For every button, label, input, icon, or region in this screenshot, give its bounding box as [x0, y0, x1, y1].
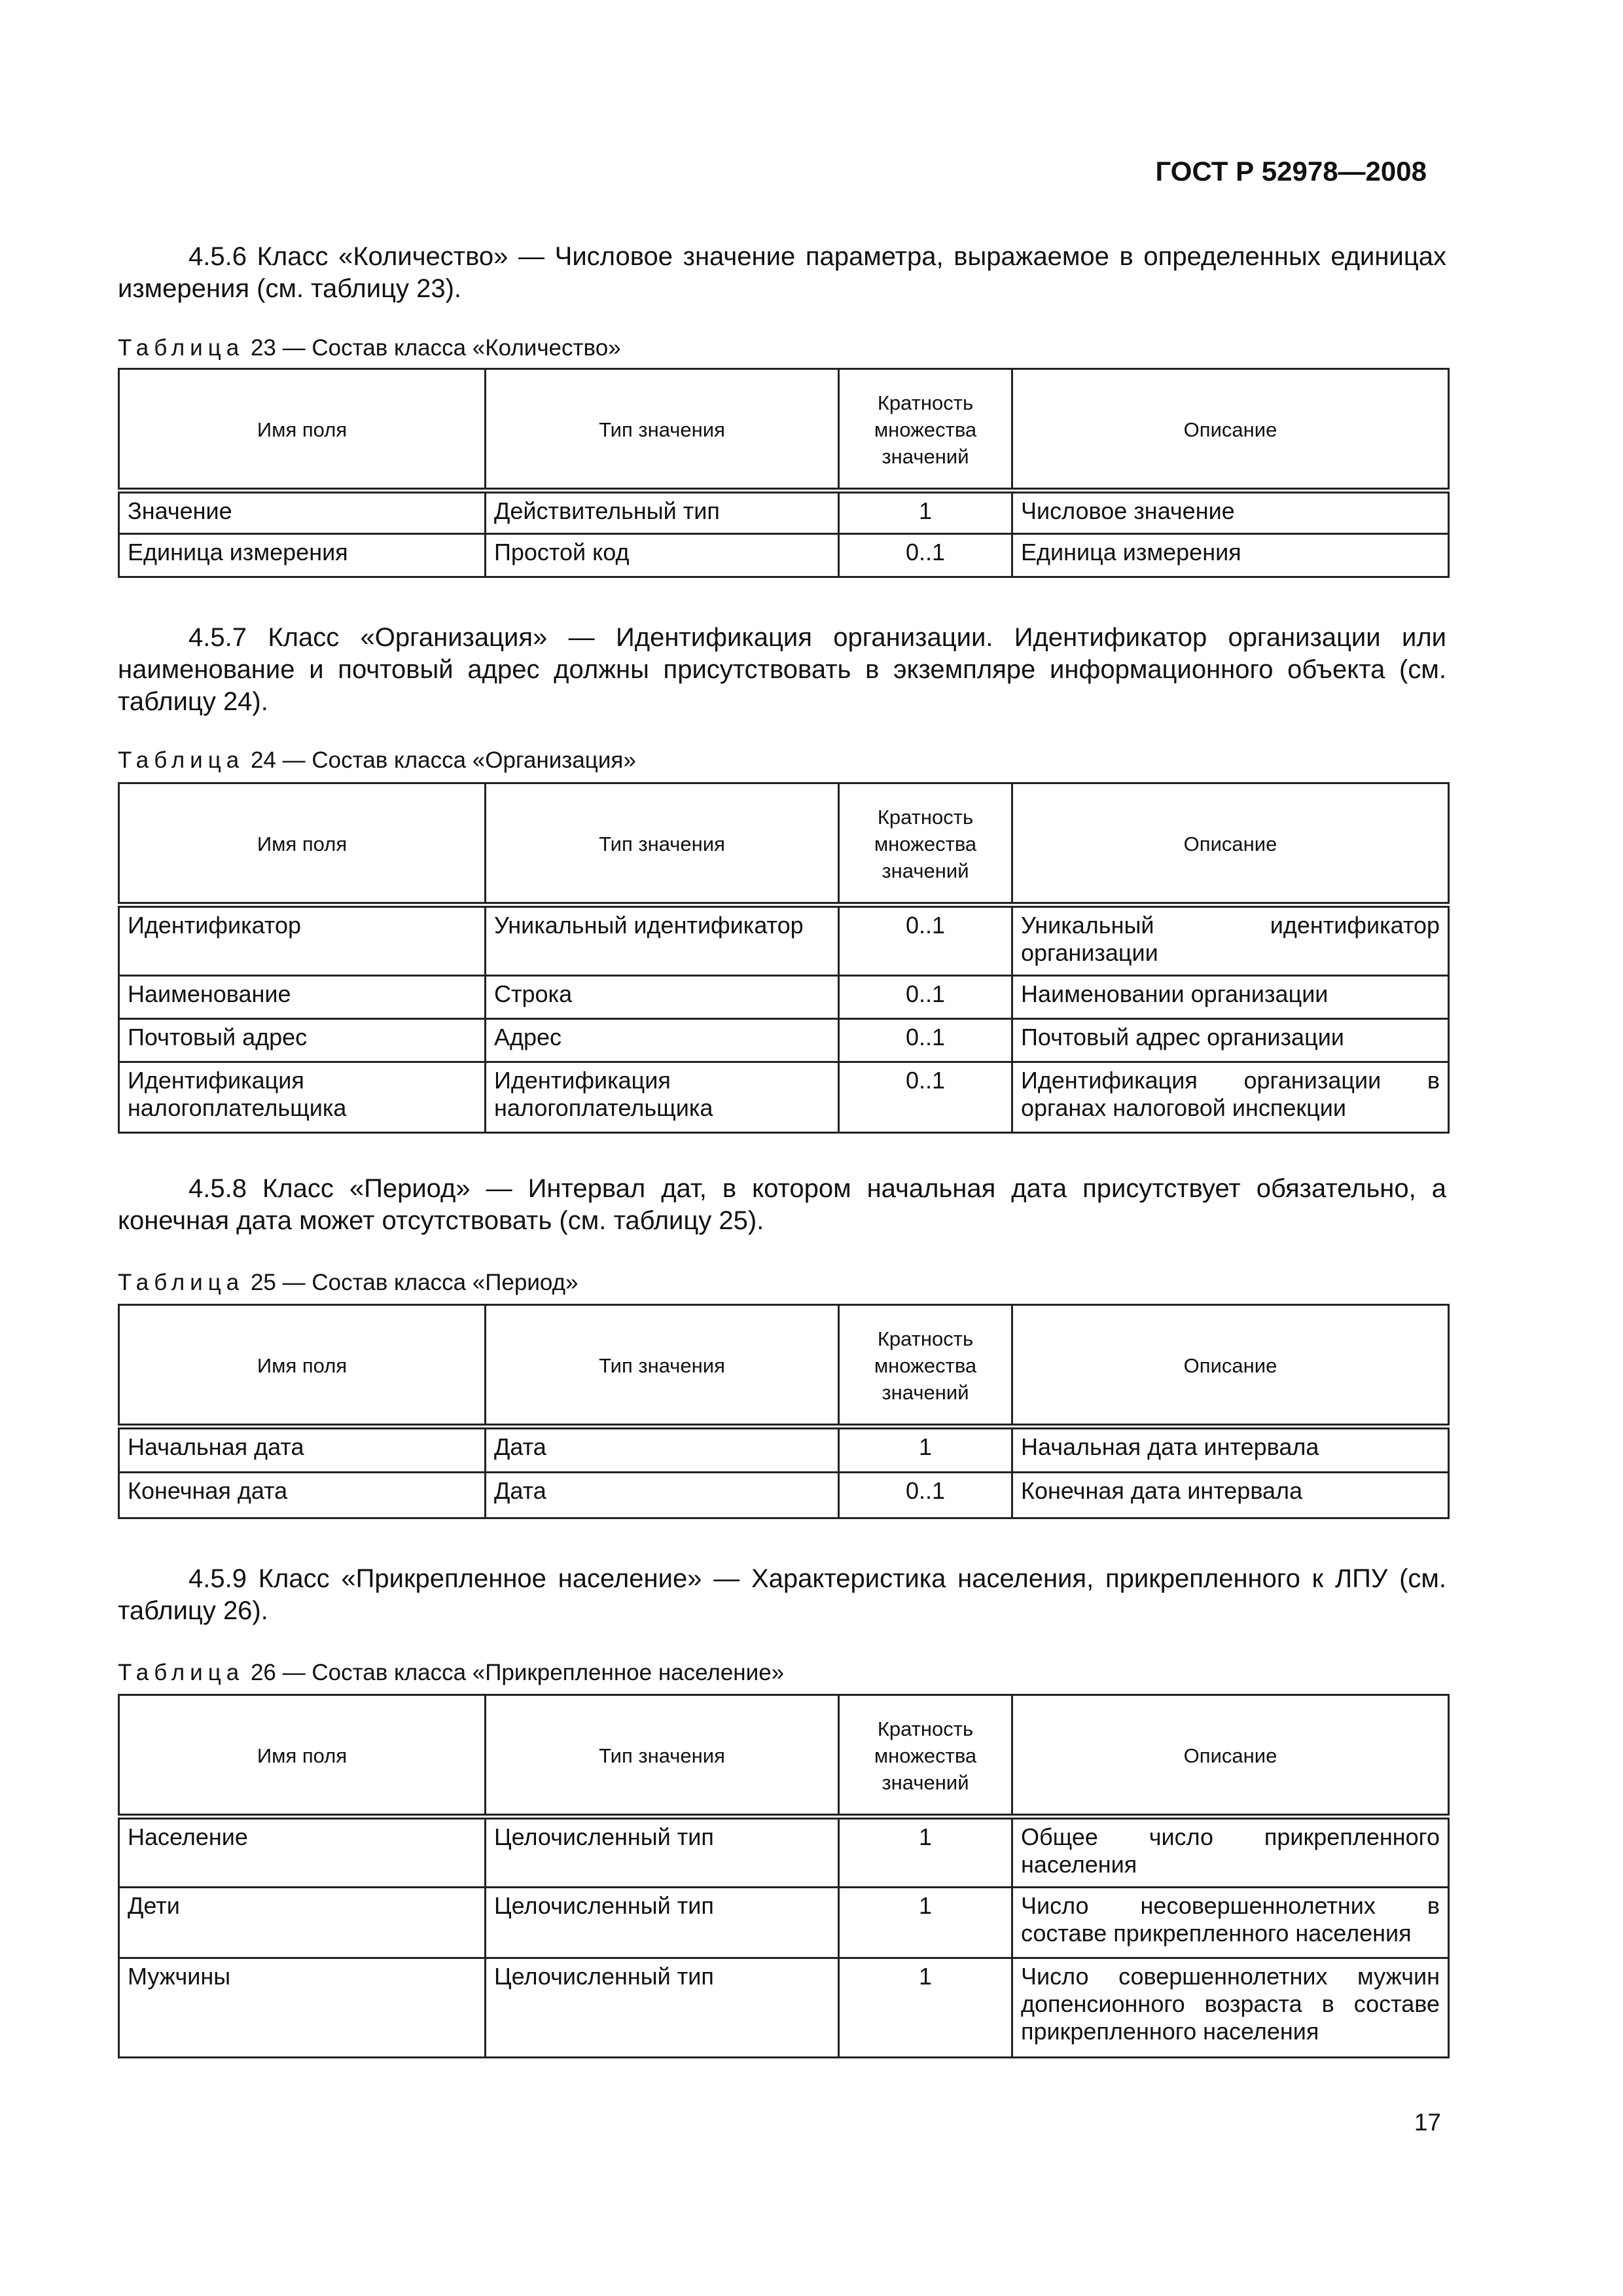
- cell-field: Мужчины: [119, 1958, 486, 2058]
- cell-description: Почтовый адрес организации: [1012, 1019, 1449, 1062]
- cell-type: Адрес: [486, 1019, 839, 1062]
- column-header-description: Описание: [1012, 1305, 1449, 1427]
- cell-description: Конечная дата интервала: [1012, 1473, 1449, 1518]
- table-row: [119, 1019, 1449, 1062]
- cell-multiplicity: 1: [839, 1888, 1012, 1958]
- cell-field: Идентификатор: [119, 905, 486, 976]
- cell-field: Начальная дата: [119, 1427, 486, 1473]
- column-header-field: Имя поля: [119, 369, 486, 491]
- table-26-caption: Таблица 26 — Состав класса «Прикрепленное население»: [118, 1660, 785, 1685]
- cell-type: Целочисленный тип: [486, 1817, 839, 1888]
- cell-multiplicity: 0..1: [839, 1062, 1012, 1133]
- cell-description: Уникальный идентификатор организации: [1012, 905, 1449, 976]
- table-24-caption: Таблица 24 — Состав класса «Организация»: [118, 747, 636, 773]
- column-header-multiplicity: Кратность множества значений: [839, 783, 1012, 905]
- cell-multiplicity: 1: [839, 1817, 1012, 1888]
- cell-multiplicity: 1: [839, 1427, 1012, 1473]
- cell-type: Целочисленный тип: [486, 1888, 839, 1958]
- paragraph-4-5-9: 4.5.9 Класс «Прикрепленное население» — Характеристика населения, прикрепленного к ЛПУ (см. таблицу 26).: [118, 1564, 1446, 1625]
- paragraph-4-5-6: 4.5.6 Класс «Количество» — Числовое значение параметра, выражаемое в определенных единицах измерения (см. таблицу 23).: [118, 242, 1446, 303]
- column-header-type: Тип значения: [486, 1695, 839, 1817]
- column-header-type: Тип значения: [486, 783, 839, 905]
- column-header-description: Описание: [1012, 1695, 1449, 1817]
- table-24: [118, 782, 1450, 1134]
- cell-field: Почтовый адрес: [119, 1019, 486, 1062]
- cell-description: Идентификация организации в органах налоговой инспекции: [1012, 1062, 1449, 1133]
- table-row: [119, 1427, 1449, 1473]
- cell-field: Значение: [119, 491, 486, 534]
- column-header-field: Имя поля: [119, 1305, 486, 1427]
- table-row: [119, 1062, 1449, 1133]
- table-row: [119, 976, 1449, 1019]
- table-row: [119, 905, 1449, 976]
- column-header-multiplicity: Кратность множества значений: [839, 1695, 1012, 1817]
- cell-description: Общее число прикрепленного населения: [1012, 1817, 1449, 1888]
- table-26: [118, 1694, 1450, 2058]
- table-row: [119, 1888, 1449, 1958]
- cell-field: Население: [119, 1817, 486, 1888]
- column-header-field: Имя поля: [119, 1695, 486, 1817]
- cell-description: Числовое значение: [1012, 491, 1449, 534]
- cell-multiplicity: 0..1: [839, 1473, 1012, 1518]
- cell-description: Единица измерения: [1012, 534, 1449, 577]
- cell-multiplicity: 1: [839, 491, 1012, 534]
- column-header-field: Имя поля: [119, 783, 486, 905]
- page-number: 17: [1414, 2109, 1441, 2136]
- cell-field: Наименование: [119, 976, 486, 1019]
- cell-description: Число совершеннолетних мужчин допенсионного возраста в составе прикрепленного населения: [1012, 1958, 1449, 2058]
- cell-multiplicity: 0..1: [839, 1019, 1012, 1062]
- table-row: [119, 491, 1449, 534]
- cell-multiplicity: 1: [839, 1958, 1012, 2058]
- cell-type: Строка: [486, 976, 839, 1019]
- table-25: [118, 1304, 1450, 1519]
- column-header-description: Описание: [1012, 369, 1449, 491]
- table-row: [119, 1817, 1449, 1888]
- cell-type: Идентификация налогоплательщика: [486, 1062, 839, 1133]
- column-header-type: Тип значения: [486, 369, 839, 491]
- table-23-caption: Таблица 23 — Состав класса «Количество»: [118, 335, 621, 361]
- table-23: [118, 368, 1450, 578]
- cell-multiplicity: 0..1: [839, 905, 1012, 976]
- cell-description: Начальная дата интервала: [1012, 1427, 1449, 1473]
- table-row: [119, 1958, 1449, 2058]
- cell-multiplicity: 0..1: [839, 976, 1012, 1019]
- column-header-description: Описание: [1012, 783, 1449, 905]
- cell-description: Число несовершеннолетних в составе прикрепленного населения: [1012, 1888, 1449, 1958]
- cell-field: Конечная дата: [119, 1473, 486, 1518]
- document-header: ГОСТ Р 52978—2008: [1155, 156, 1427, 187]
- column-header-type: Тип значения: [486, 1305, 839, 1427]
- column-header-multiplicity: Кратность множества значений: [839, 369, 1012, 491]
- table-row: [119, 1473, 1449, 1518]
- cell-field: Дети: [119, 1888, 486, 1958]
- cell-field: Единица измерения: [119, 534, 486, 577]
- cell-type: Целочисленный тип: [486, 1958, 839, 2058]
- paragraph-4-5-8: 4.5.8 Класс «Период» — Интервал дат, в котором начальная дата присутствует обязательно, а конечная дата может отсутствовать (см. таблицу 25).: [118, 1174, 1446, 1235]
- cell-field: Идентификация налогоплательщика: [119, 1062, 486, 1133]
- table-25-caption: Таблица 25 — Состав класса «Период»: [118, 1270, 579, 1295]
- cell-type: Уникальный идентификатор: [486, 905, 839, 976]
- cell-type: Действительный тип: [486, 491, 839, 534]
- cell-description: Наименовании организации: [1012, 976, 1449, 1019]
- paragraph-4-5-7: 4.5.7 Класс «Организация» — Идентификация организации. Идентификатор организации или наименование и почтовый адрес должны присутствовать в экземпляре информационного объекта (см. таблицу 24).: [118, 623, 1446, 716]
- cell-multiplicity: 0..1: [839, 534, 1012, 577]
- column-header-multiplicity: Кратность множества значений: [839, 1305, 1012, 1427]
- cell-type: Дата: [486, 1473, 839, 1518]
- cell-type: Простой код: [486, 534, 839, 577]
- cell-type: Дата: [486, 1427, 839, 1473]
- table-row: [119, 534, 1449, 577]
